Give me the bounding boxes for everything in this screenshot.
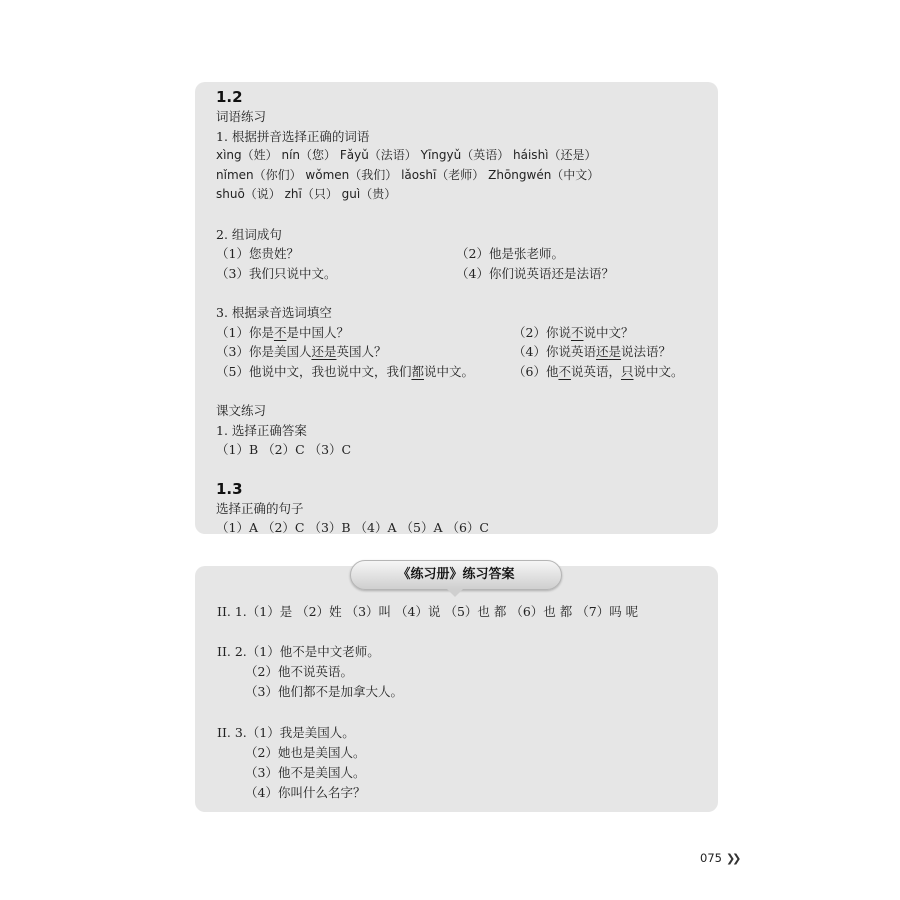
section-heading-1-2: 1.2	[216, 88, 243, 106]
answer-item: （4）你们说英语还是法语？	[456, 265, 614, 281]
answer-line: （1）A （2）C （3）B （4）A （5）A （6）C	[216, 520, 489, 535]
subsection-vocab-practice: 词语练习	[216, 109, 267, 124]
workbook-answer-ii-3-1: II. 3.（1）我是美国人。	[217, 725, 355, 740]
answer-item: （2）你说不说中文？	[513, 324, 634, 340]
answer-item: （1）您贵姓？	[216, 246, 299, 261]
pinyin-line-2: nǐmen（你们） wǒmen（我们） lǎoshī（老师） Zhōngwén（中文）	[216, 167, 600, 182]
blank-answer: 还是	[311, 344, 337, 359]
answer-item: （3）你是美国人还是英国人？	[216, 344, 387, 359]
tab-pointer	[447, 589, 463, 597]
answer-item: （2）他是张老师。	[456, 246, 564, 261]
workbook-answers-tab: 《练习册》练习答案	[350, 560, 562, 590]
pinyin-line-1: xìng（姓） nín（您） Fǎyǔ（法语） Yīngyǔ（英语） háishì（还是）	[216, 148, 597, 162]
question-choose-sentence-title: 选择正确的句子	[216, 500, 304, 516]
question-choose-answer-title: 1. 选择正确答案	[216, 422, 307, 438]
answer-row	[216, 264, 718, 284]
answer-row	[216, 342, 718, 362]
workbook-answer-ii-3-2: （2）她也是美国人。	[245, 745, 366, 760]
question-2-title: 2. 组词成句	[216, 226, 282, 242]
question-1-title: 1. 根据拼音选择正确的词语	[216, 128, 370, 144]
answer-row	[216, 323, 718, 343]
page-number: 075	[700, 851, 722, 865]
section-heading-1-3: 1.3	[216, 479, 243, 498]
answer-item: （3）我们只说中文。	[216, 265, 337, 281]
answer-line: （1）B （2）C （3）C	[216, 442, 352, 457]
answer-row	[216, 244, 718, 264]
double-chevron-right-icon: ❯❯	[725, 851, 739, 865]
answer-row	[216, 362, 718, 382]
pinyin-line-3: shuō（说） zhī（只） guì（贵）	[216, 187, 397, 201]
answer-item: （5）他说中文，我也说中文，我们都说中文。	[216, 363, 474, 379]
answers-box-lessons	[195, 82, 718, 534]
workbook-answer-ii-2-2: （2）他不说英语。	[245, 664, 353, 679]
blank-answer: 只	[620, 363, 634, 379]
workbook-answer-ii-3-3: （3）他不是美国人。	[245, 765, 366, 780]
workbook-answer-ii-2-1: II. 2.（1）他不是中文老师。	[217, 644, 380, 659]
subsection-text-practice: 课文练习	[216, 403, 267, 418]
blank-answer: 还是	[595, 344, 621, 359]
answer-item: （4）你说英语还是说法语？	[513, 344, 671, 359]
blank-answer: 不	[273, 324, 287, 340]
workbook-answer-ii-1: II. 1.（1）是 （2）姓 （3）叫 （4）说 （5）也 都 （6）也 都 （7）吗 呢	[217, 604, 639, 619]
workbook-answer-ii-2-3: （3）他们都不是加拿大人。	[245, 684, 403, 699]
workbook-answer-ii-3-4: （4）你叫什么名字？	[245, 785, 366, 800]
question-3-title: 3. 根据录音选词填空	[216, 305, 332, 320]
answers-box-workbook	[195, 566, 718, 812]
answer-item: （1）你是不是中国人？	[216, 324, 349, 340]
answer-item: （6）他不说英语，只说中文。	[513, 363, 684, 379]
blank-answer: 都	[411, 363, 424, 379]
page-footer	[700, 851, 738, 865]
blank-answer: 不	[570, 324, 584, 340]
blank-answer: 不	[558, 363, 571, 379]
